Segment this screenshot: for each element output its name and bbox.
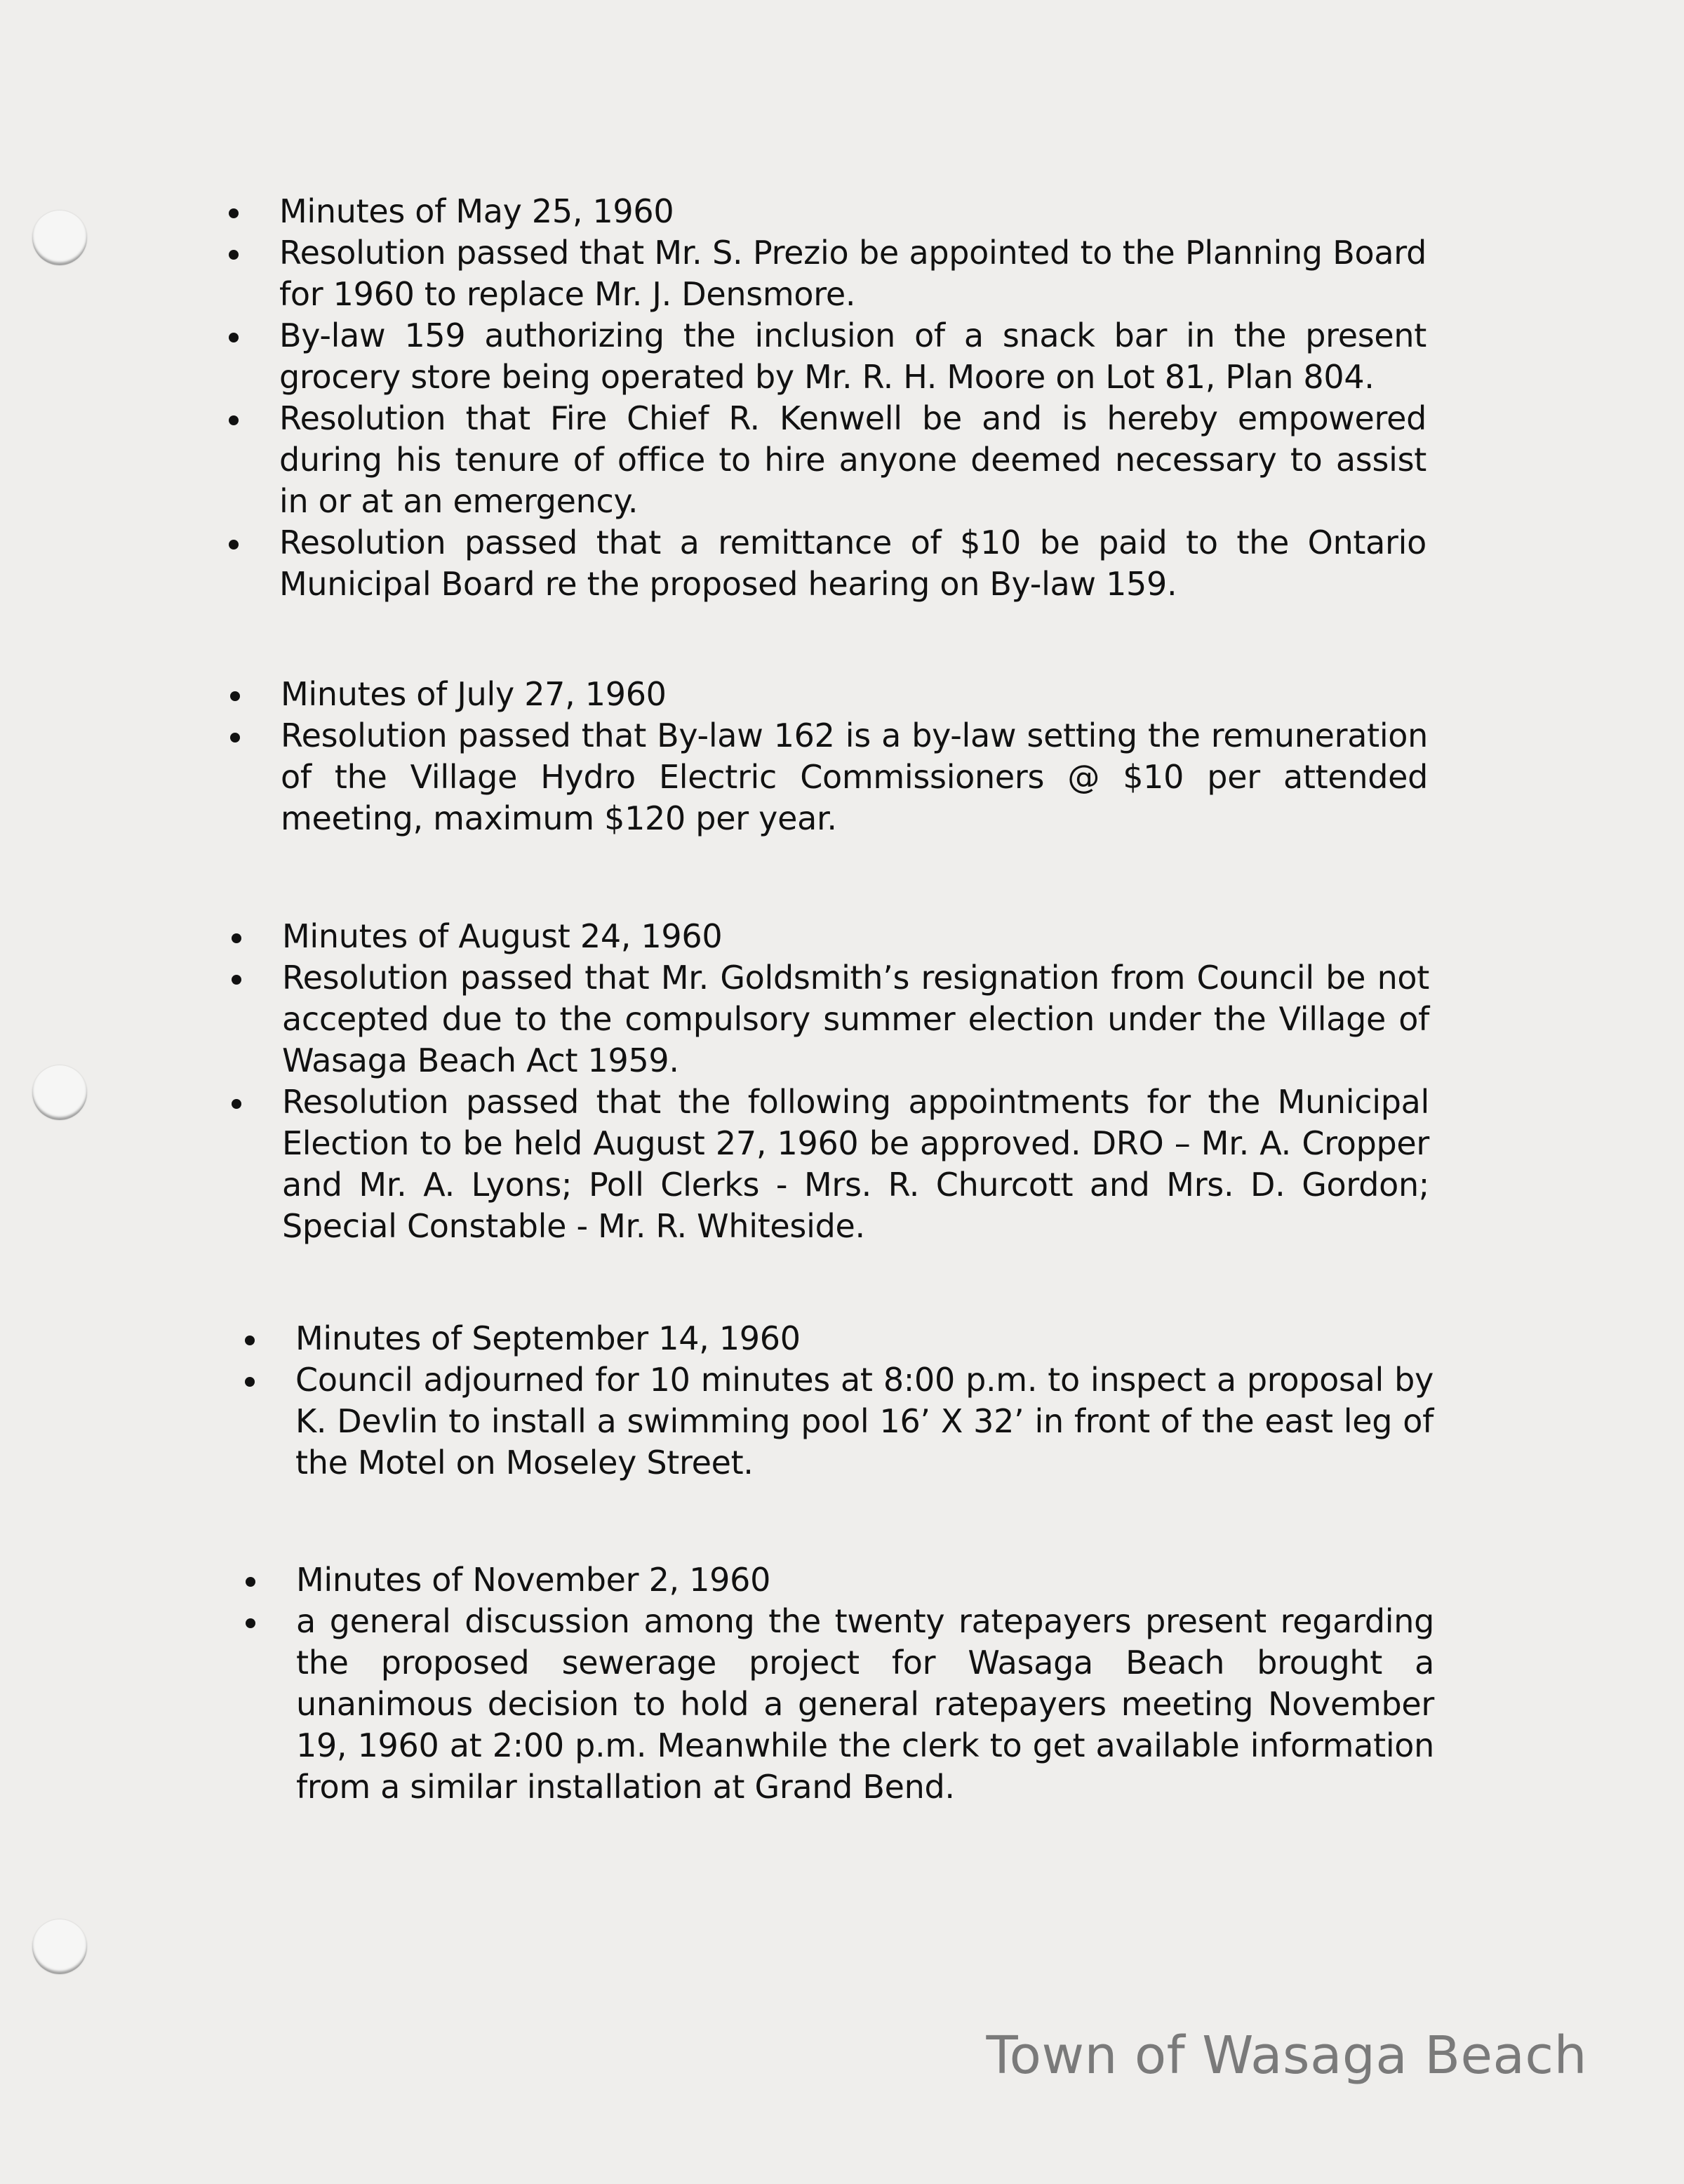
list-item (296, 1559, 1434, 1601)
list-item (279, 522, 1426, 605)
item-text: Resolution passed that Mr. Goldsmith’s resignation from Council be not accepted due to the compulsory summer election under the Village of Wasaga Beach Act 1959. (282, 959, 1429, 1079)
list-item (295, 1359, 1434, 1484)
bullet-icon (232, 1099, 241, 1109)
bullet-icon (229, 333, 239, 342)
list-item (282, 916, 1429, 957)
item-text: Resolution that Fire Chief R. Kenwell be and is hereby empowered during his tenure of office to hire anyone deemed necessary to assist in or at an emergency. (279, 399, 1426, 520)
item-text: Minutes of November 2, 1960 (296, 1561, 771, 1599)
list-item (282, 957, 1429, 1081)
item-text: Minutes of August 24, 1960 (282, 917, 723, 955)
bullet-icon (232, 975, 241, 985)
minutes-section-september (295, 1318, 1434, 1484)
item-text: Minutes of July 27, 1960 (281, 675, 667, 713)
punch-hole-top (32, 211, 87, 265)
punch-hole-bottom (32, 1919, 87, 1974)
minutes-section-august (282, 916, 1429, 1247)
bullet-icon (245, 1377, 255, 1387)
bullet-icon (246, 1577, 255, 1587)
bullet-icon (232, 933, 241, 943)
item-text: Resolution passed that By-law 162 is a by-law setting the remuneration of the Village Hydro Electric Commissioners @ $10 per attended meeting, maximum $120 per year. (281, 717, 1428, 837)
bullet-icon (245, 1336, 255, 1345)
minutes-section-july (281, 674, 1428, 839)
list-item (279, 191, 1426, 232)
list-item (282, 1081, 1429, 1247)
item-text: Council adjourned for 10 minutes at 8:00 p.m. to inspect a proposal by K. Devlin to install a swimming pool 16’ X 32’ in front of the east leg of the Motel on Moseley Street. (295, 1361, 1434, 1481)
bullet-icon (230, 691, 240, 701)
bullet-icon (230, 733, 240, 743)
list-item (296, 1601, 1434, 1808)
bullet-icon (229, 415, 239, 425)
bullet-icon (246, 1618, 255, 1628)
bullet-icon (229, 540, 239, 550)
item-text: Resolution passed that a remittance of $10 be paid to the Ontario Municipal Board re the proposed hearing on By-law 159. (279, 524, 1426, 603)
bullet-icon (229, 208, 239, 218)
list-item (279, 232, 1426, 315)
list-item (279, 315, 1426, 398)
item-text: Minutes of May 25, 1960 (279, 192, 674, 230)
punch-hole-middle (32, 1065, 87, 1120)
item-text: Minutes of September 14, 1960 (295, 1319, 801, 1357)
item-text: By-law 159 authorizing the inclusion of a snack bar in the present grocery store being operated by Mr. R. H. Moore on Lot 81, Plan 804. (279, 317, 1426, 396)
list-item (295, 1318, 1434, 1359)
item-text: a general discussion among the twenty ratepayers present regarding the proposed sewerage project for Wasaga Beach brought a unanimous decision to hold a general ratepayers meeting November 19, 1960 at 2:00 p.m. Meanwhile the clerk to get available information from a similar installation at Grand Bend. (296, 1602, 1434, 1806)
list-item (279, 398, 1426, 522)
minutes-section-november (296, 1559, 1434, 1808)
item-text: Resolution passed that Mr. S. Prezio be appointed to the Planning Board for 1960 to replace Mr. J. Densmore. (279, 234, 1426, 313)
watermark: Town of Wasaga Beach (986, 2025, 1587, 2086)
minutes-section-may (279, 191, 1426, 605)
bullet-icon (229, 250, 239, 260)
list-item (281, 715, 1428, 839)
list-item (281, 674, 1428, 715)
item-text: Resolution passed that the following appointments for the Municipal Election to be held August 27, 1960 be approved. DRO – Mr. A. Cropper and Mr. A. Lyons; Poll Clerks - Mrs. R. Churcott and Mrs. D. Gordon; Special Constable - Mr. R. Whiteside. (282, 1083, 1429, 1245)
